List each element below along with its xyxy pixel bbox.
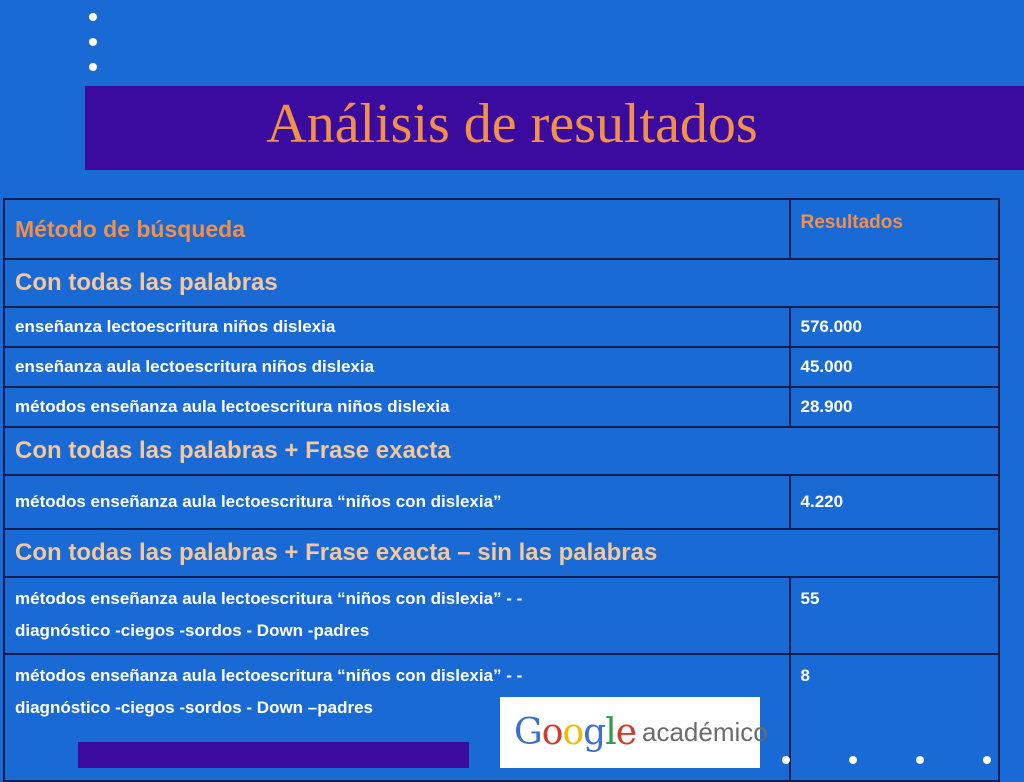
table-row	[4, 347, 999, 387]
section-row	[4, 529, 999, 577]
query-line: diagnóstico -ciegos -sordos - Down –padres	[15, 698, 373, 717]
query-line: diagnóstico -ciegos -sordos - Down -padres	[15, 621, 370, 640]
slide-title-container	[0, 0, 1024, 170]
logo-letter: l	[605, 712, 616, 753]
logo-letter: G	[514, 712, 542, 753]
slide-title: Análisis de resultados	[266, 93, 758, 155]
section-label: Con todas las palabras + Frase exacta	[4, 427, 999, 475]
decorative-dot	[916, 756, 924, 764]
table-row	[4, 307, 999, 347]
table-row	[4, 577, 999, 654]
decorative-dot	[782, 756, 790, 764]
query-line: métodos enseñanza aula lectoescritura “niños con dislexia” - -	[15, 589, 523, 608]
query-cell: enseñanza aula lectoescritura niños dislexia	[4, 347, 790, 387]
count-cell: 8	[790, 654, 999, 781]
count-cell: 28.900	[790, 387, 999, 427]
section-label: Con todas las palabras	[4, 259, 999, 307]
count-cell: 45.000	[790, 347, 999, 387]
table-row	[4, 387, 999, 427]
query-cell: métodos enseñanza aula lectoescritura “niños con dislexia”	[4, 475, 790, 529]
decorative-dot	[849, 756, 857, 764]
logo-letter: g	[583, 712, 606, 753]
section-row	[4, 259, 999, 307]
table-row	[4, 475, 999, 529]
results-table	[3, 198, 1000, 782]
query-cell: métodos enseñanza aula lectoescritura niños dislexia	[4, 387, 790, 427]
google-academico-logo	[500, 697, 768, 768]
logo-subtitle: académico	[642, 717, 768, 747]
google-wordmark	[514, 712, 636, 753]
logo-letter: e	[615, 712, 637, 753]
section-label: Con todas las palabras + Frase exacta – sin las palabras	[4, 529, 999, 577]
section-row	[4, 427, 999, 475]
logo-letter: o	[562, 712, 584, 753]
decorative-dot	[983, 756, 991, 764]
bottom-band	[78, 742, 469, 768]
header-method: Método de búsqueda	[4, 199, 790, 259]
count-cell: 4.220	[790, 475, 999, 529]
count-cell: 576.000	[790, 307, 999, 347]
query-cell	[4, 577, 790, 654]
count-cell: 55	[790, 577, 999, 654]
logo-letter: o	[541, 712, 563, 753]
query-cell: enseñanza lectoescritura niños dislexia	[4, 307, 790, 347]
table-header-row	[4, 199, 999, 259]
query-line: métodos enseñanza aula lectoescritura “niños con dislexia” - -	[15, 666, 523, 685]
header-results: Resultados	[790, 199, 999, 259]
